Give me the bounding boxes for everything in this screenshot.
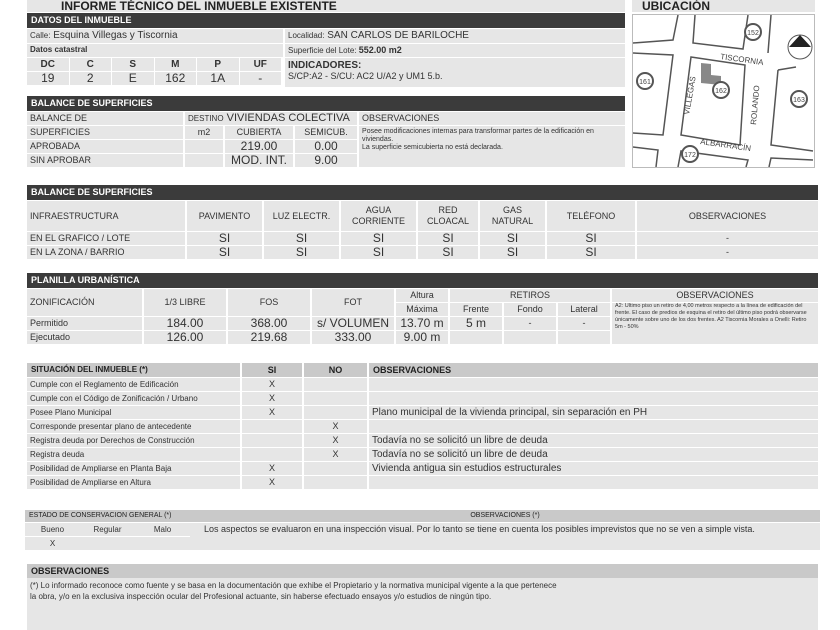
col-header: PAVIMENTO xyxy=(187,201,262,231)
col-header: SI xyxy=(242,363,302,377)
destino-field: DESTINO VIVIENDAS COLECTIVA xyxy=(185,112,357,125)
sin-aprobar-cubierta: MOD. INT. xyxy=(225,154,293,167)
cell: - xyxy=(504,317,556,330)
situacion-section xyxy=(25,362,820,490)
col-s: S xyxy=(112,58,154,71)
cell: SI xyxy=(187,232,262,245)
col-c: C xyxy=(70,58,112,71)
col-header: OBSERVACIONES xyxy=(369,363,818,377)
val-bueno: X xyxy=(25,537,80,550)
col-regular: Regular xyxy=(80,523,135,536)
sin-aprobar-semicub: 9.00 xyxy=(295,154,357,167)
section-header: DATOS DEL INMUEBLE xyxy=(27,13,625,28)
label: APROBADA xyxy=(27,140,183,153)
cell: Vivienda antigua sin estudios estructurales xyxy=(369,462,818,475)
label: BALANCE DE xyxy=(27,112,183,125)
col-header: RED CLOACAL xyxy=(418,201,478,231)
cell: 368.00 xyxy=(228,317,310,330)
cell xyxy=(504,331,556,344)
cell: 219.68 xyxy=(228,331,310,344)
cell: X xyxy=(304,434,367,447)
col-malo: Malo xyxy=(135,523,190,536)
cell: SI xyxy=(341,246,416,259)
cell: X xyxy=(304,448,367,461)
ubicacion-title: UBICACIÓN xyxy=(632,0,815,12)
estado-section xyxy=(25,509,820,551)
cell: SI xyxy=(480,246,545,259)
m2-label: m2 xyxy=(185,126,223,139)
cell xyxy=(242,448,302,461)
cell xyxy=(242,420,302,433)
cell: - xyxy=(558,317,610,330)
table-row xyxy=(27,420,818,433)
val-m: 162 xyxy=(155,72,197,85)
cell: X xyxy=(242,378,302,391)
row-label: EN EL GRAFICO / LOTE xyxy=(27,232,185,245)
col-header: GAS NATURAL xyxy=(480,201,545,231)
cell: X xyxy=(242,476,302,489)
table-row xyxy=(27,232,818,245)
localidad-field: Localidad: SAN CARLOS DE BARILOCHE xyxy=(285,29,625,43)
cell xyxy=(304,406,367,419)
cell xyxy=(369,420,818,433)
section-header: PLANILLA URBANÍSTICA xyxy=(27,273,818,288)
calle-field: Calle: Esquina Villegas y Tiscornia xyxy=(27,29,283,43)
val-c: 2 xyxy=(70,72,112,85)
observaciones-text: (*) Lo informado reconoce como fuente y se basa en la documentación que exhibe el Propietario y la normativa municipal vigente a la que pertenece la obra, y/o en la exclusiva inspección ocular del Profesional actuante, sin haberse efectuado ensayos y/o estudios de ningún tipo. xyxy=(30,581,557,601)
col-header: Lateral xyxy=(558,303,610,316)
col-bueno: Bueno xyxy=(25,523,80,536)
col-header: INFRAESTRUCTURA xyxy=(27,201,185,231)
report-title: INFORME TÉCNICO DEL INMUEBLE EXISTENTE xyxy=(27,0,625,12)
cell xyxy=(242,434,302,447)
col-header: RETIROS xyxy=(450,289,610,302)
street-villegas: VILLEGAS xyxy=(682,75,698,116)
table-row xyxy=(27,392,818,405)
row-label: Registra deuda por Derechos de Construcción xyxy=(27,434,240,447)
catastral-label: Datos catastral xyxy=(27,44,283,57)
col-p: P xyxy=(197,58,239,71)
col-header: Frente xyxy=(450,303,502,316)
cell: SI xyxy=(341,232,416,245)
col-header: LUZ ELECTR. xyxy=(264,201,339,231)
cell xyxy=(304,462,367,475)
cell xyxy=(369,476,818,489)
col-m: M xyxy=(155,58,197,71)
row-label: Posibilidad de Ampliarse en Altura xyxy=(27,476,240,489)
table-row xyxy=(27,448,818,461)
col-header: NO xyxy=(304,363,367,377)
cell: SI xyxy=(418,246,478,259)
indicadores-field: INDICADORES: S/CP:A2 - S/CU: AC2 U/A2 y UM1 5.b. xyxy=(285,58,625,87)
row-label: Permitido xyxy=(27,317,142,330)
cell: Todavía no se solicitó un libre de deuda xyxy=(369,448,818,461)
row-label: Corresponde presentar plano de antecedente xyxy=(27,420,240,433)
cell: Todavía no se solicitó un libre de deuda xyxy=(369,434,818,447)
col-header: ZONIFICACIÓN xyxy=(27,289,142,316)
col-header: OBSERVACIONES xyxy=(612,289,818,302)
cell xyxy=(450,331,502,344)
aprobada-cubierta: 219.00 xyxy=(225,140,293,153)
cell: X xyxy=(304,420,367,433)
table-row xyxy=(27,476,818,489)
cell: SI xyxy=(264,246,339,259)
street-tiscornia: TISCORNIA xyxy=(719,52,765,68)
location-map xyxy=(632,14,815,168)
balance-section xyxy=(27,96,625,168)
cell: X xyxy=(242,392,302,405)
col-header: FOS xyxy=(228,289,310,316)
cell: - xyxy=(637,246,818,259)
section-header: OBSERVACIONES xyxy=(27,564,818,578)
balance-observaciones: Posee modificaciones internas para transformar partes de la edificación en viviendas. La superficie semicubierta no está declarada. xyxy=(359,126,625,167)
col-header: FOT xyxy=(312,289,394,316)
cell: Plano municipal de la vivienda principal, sin separación en PH xyxy=(369,406,818,419)
cell: SI xyxy=(547,246,635,259)
cell: SI xyxy=(547,232,635,245)
observaciones-section xyxy=(27,564,818,630)
infraestructura-section xyxy=(27,185,818,260)
val-p: 1A xyxy=(197,72,239,85)
cell: 126.00 xyxy=(144,331,226,344)
planilla-section xyxy=(27,273,818,345)
north-arrow-icon xyxy=(788,35,812,59)
cell: SI xyxy=(480,232,545,245)
estado-observaciones: Los aspectos se evaluaron en una inspección visual. Por lo tanto se tiene en cuenta los posibles imprevistos que no se ven a simple vista. xyxy=(190,523,820,550)
cell: s/ VOLUMEN xyxy=(312,317,394,330)
cell: X xyxy=(242,462,302,475)
row-label: Posee Plano Municipal xyxy=(27,406,240,419)
cell: SI xyxy=(418,232,478,245)
val-uf: - xyxy=(240,72,282,85)
aprobada-semicub: 0.00 xyxy=(295,140,357,153)
col-header: AGUA CORRIENTE xyxy=(341,201,416,231)
col-header: Fondo xyxy=(504,303,556,316)
cell: SI xyxy=(187,246,262,259)
val-s: E xyxy=(112,72,154,85)
val-malo xyxy=(135,537,190,550)
cell: 184.00 xyxy=(144,317,226,330)
cell: 13.70 m xyxy=(396,317,448,330)
cell: X xyxy=(242,406,302,419)
cell: 5 m xyxy=(450,317,502,330)
row-label: EN LA ZONA / BARRIO xyxy=(27,246,185,259)
val-dc: 19 xyxy=(27,72,69,85)
cell: SI xyxy=(264,232,339,245)
col-header: TELÉFONO xyxy=(547,201,635,231)
cell xyxy=(369,392,818,405)
row-label: Cumple con el Código de Zonificación / Urbano xyxy=(27,392,240,405)
col-header: Máxima xyxy=(396,303,448,316)
cell: - xyxy=(637,232,818,245)
semicub-label: SEMICUB. xyxy=(295,126,357,139)
table-row xyxy=(27,406,818,419)
col-header: 1/3 LIBRE xyxy=(144,289,226,316)
planilla-observaciones: A2: Último piso un retiro de 4,00 metros respecto a la línea de edificación del frente. El caso de predios de esquina el retiro del último piso podrá observarse únicamente sobre uno de los dos frentes. A2 Tiscornia Morales a Onelli: Retiro 5m - 50% xyxy=(612,303,818,344)
svg-text:152: 152 xyxy=(747,30,759,37)
cubierta-label: CUBIERTA xyxy=(225,126,293,139)
datos-inmueble-section xyxy=(27,13,625,87)
table-row xyxy=(27,434,818,447)
col-header: SITUACIÓN DEL INMUEBLE (*) xyxy=(27,363,240,377)
table-row xyxy=(27,462,818,475)
svg-text:162: 162 xyxy=(715,88,727,95)
row-label: Cumple con el Reglamento de Edificación xyxy=(27,378,240,391)
label: SUPERFICIES xyxy=(27,126,183,139)
street-rolando: ROLANDO xyxy=(749,84,762,126)
svg-text:163: 163 xyxy=(793,97,805,104)
table-row xyxy=(27,246,818,259)
superficie-field: Superficie del Lote: 552.00 m2 xyxy=(285,44,625,57)
col-dc: DC xyxy=(27,58,69,71)
cell xyxy=(304,378,367,391)
table-row xyxy=(27,378,818,391)
section-header: BALANCE DE SUPERFICIES xyxy=(27,185,818,200)
row-label: Registra deuda xyxy=(27,448,240,461)
street-albarracin: ALBARRACÍN xyxy=(699,137,752,154)
val-regular xyxy=(80,537,135,550)
cell xyxy=(304,476,367,489)
svg-text:161: 161 xyxy=(639,79,651,86)
col-header: Altura xyxy=(396,289,448,302)
cell: 9.00 m xyxy=(396,331,448,344)
col-header: OBSERVACIONES xyxy=(637,201,818,231)
row-label: Ejecutado xyxy=(27,331,142,344)
col-header: OBSERVACIONES (*) xyxy=(190,510,820,522)
cell: 333.00 xyxy=(312,331,394,344)
col-uf: UF xyxy=(240,58,282,71)
cell xyxy=(558,331,610,344)
cell xyxy=(304,392,367,405)
label: SIN APROBAR xyxy=(27,154,183,167)
cell xyxy=(369,378,818,391)
section-header: BALANCE DE SUPERFICIES xyxy=(27,96,625,111)
svg-text:172: 172 xyxy=(684,152,696,159)
obs-label: OBSERVACIONES xyxy=(359,112,625,125)
row-label: Posibilidad de Ampliarse en Planta Baja xyxy=(27,462,240,475)
col-header: ESTADO DE CONSERVACION GENERAL (*) xyxy=(25,510,190,522)
